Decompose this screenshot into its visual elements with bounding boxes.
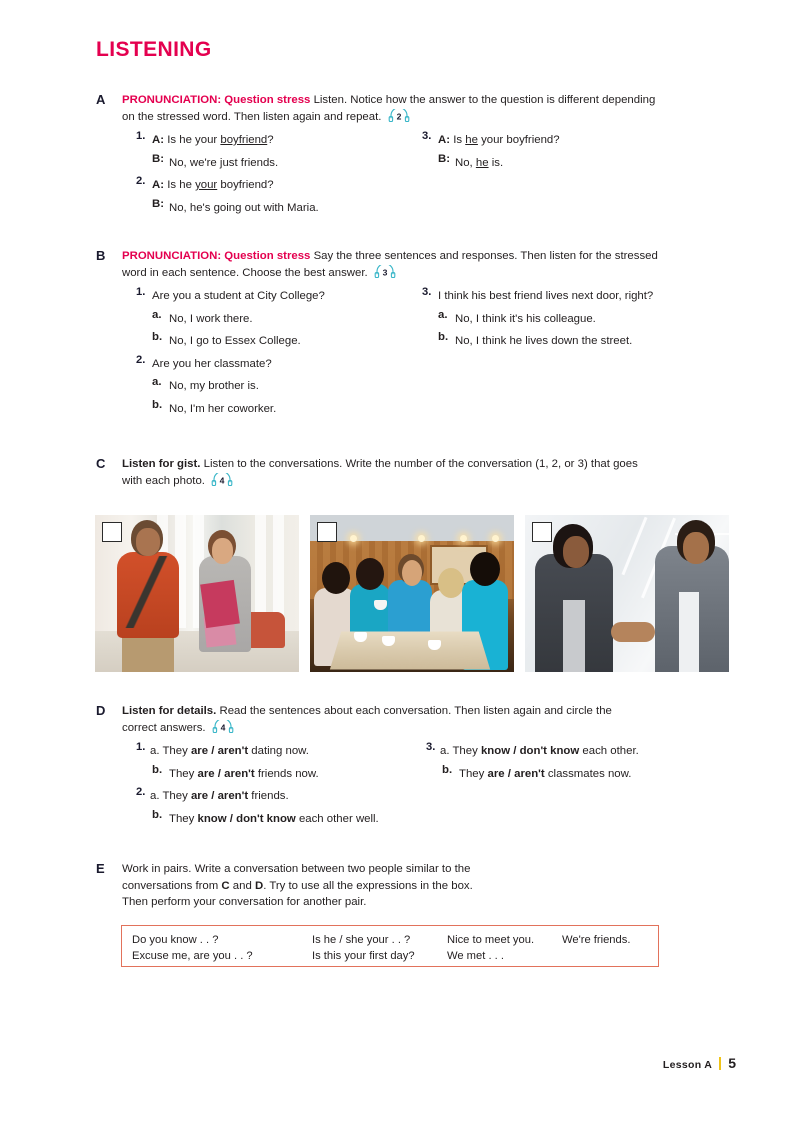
item-number: 1.: [136, 741, 146, 753]
option-label: b.: [152, 763, 163, 776]
option-row[interactable]: [152, 399, 426, 417]
sentence-pre: They: [169, 767, 198, 780]
option-row[interactable]: [152, 376, 426, 394]
sentence-pre: They: [162, 790, 191, 802]
option-label: a.: [440, 745, 450, 757]
expression-item: Nice to meet you.: [447, 934, 535, 946]
sentence-pre: They: [459, 767, 488, 780]
item-number: 3.: [422, 286, 432, 298]
line-text-pre: No,: [455, 156, 476, 169]
audio-track-number: 4: [220, 722, 226, 733]
exercise-d-letter: D: [96, 703, 106, 718]
list-item: [136, 175, 426, 193]
choice-separator: /: [208, 745, 218, 757]
exercise-a-instruction-text: Listen. Notice how the answer to the question is different depending on the stressed word. Then listen again and repeat.: [122, 94, 656, 123]
stressed-word: he: [465, 134, 478, 146]
list-item: [422, 130, 722, 148]
exercise-a: [96, 92, 706, 222]
sentence-post: friends now.: [254, 767, 319, 780]
exercise-c-kicker: Listen for gist.: [122, 458, 201, 470]
line-2-post: . Try to use all the expressions in the box.: [263, 879, 473, 892]
headphones-icon[interactable]: [212, 720, 234, 733]
exercise-c-letter: C: [96, 456, 106, 471]
line-text-pre: Is he: [167, 179, 196, 191]
choice-option-2[interactable]: don't know: [519, 745, 580, 757]
headphones-icon[interactable]: [388, 109, 410, 122]
option-label: a.: [438, 308, 448, 321]
expression-item: Do you know . . ?: [132, 934, 219, 946]
item-number: 1.: [136, 130, 146, 142]
exercise-a-letter: A: [96, 92, 106, 107]
exercise-e-letter: E: [96, 861, 105, 876]
exercise-a-column-right: [422, 130, 722, 175]
option-row: [152, 809, 426, 827]
option-text: No, my brother is.: [169, 380, 259, 392]
photo-answer-checkbox-1[interactable]: [102, 522, 122, 542]
choice-separator: /: [214, 767, 225, 780]
question-text: Are you her classmate?: [152, 357, 272, 370]
exercise-e-line-1: Work in pairs. Write a conversation between two people similar to the: [122, 863, 471, 875]
choice-option-1[interactable]: are: [190, 745, 209, 757]
list-item: [136, 354, 426, 372]
line-text-pre: Is he your: [167, 134, 221, 146]
expressions-box: [121, 925, 659, 967]
choice-option-2[interactable]: don't know: [236, 812, 296, 825]
audio-track-number: 4: [219, 475, 225, 486]
line-text-pre: No, he's going out with Maria.: [169, 201, 319, 214]
page-footer: [663, 1055, 736, 1071]
exercise-a-kicker: PRONUNCIATION: Question stress: [122, 94, 311, 106]
choice-separator: /: [504, 767, 515, 780]
exercise-d-instruction: [122, 703, 622, 736]
exercise-e-instruction: [122, 861, 642, 911]
headphones-icon[interactable]: [374, 265, 396, 278]
line-text-post: your boyfriend?: [477, 134, 560, 146]
option-label: a.: [150, 790, 160, 802]
line-2-pre: conversations from: [122, 879, 222, 892]
exercise-a-column-left: [136, 130, 426, 220]
list-item: [426, 741, 746, 759]
option-text: No, I think he lives down the street.: [455, 335, 633, 347]
sentence-post: dating now.: [248, 745, 309, 757]
sentence-post: friends.: [248, 790, 289, 802]
list-item: [136, 286, 426, 304]
item-number: 2.: [136, 353, 146, 366]
photo-answer-checkbox-2[interactable]: [317, 522, 337, 542]
expression-item: Is he / she your . . ?: [312, 934, 411, 946]
expression-item: Is this your first day?: [312, 950, 415, 962]
stressed-word: your: [195, 179, 218, 191]
item-number: 3.: [426, 741, 436, 753]
list-item: [438, 153, 722, 171]
list-item: [136, 741, 426, 759]
speaker-label: A:: [152, 134, 165, 146]
choice-option-1[interactable]: know: [197, 812, 227, 825]
choice-separator: /: [208, 790, 218, 802]
option-row: [152, 764, 426, 782]
exercise-d: [96, 703, 716, 841]
exercise-b-instruction: [122, 248, 667, 281]
question-text: I think his best friend lives next door, right?: [438, 290, 654, 302]
option-label: a.: [150, 745, 160, 757]
expression-item: Excuse me, are you . . ?: [132, 950, 253, 962]
choice-option-1[interactable]: know: [480, 745, 511, 757]
expression-item: We met . . .: [447, 950, 504, 962]
photo-friends-cafe: [310, 515, 514, 672]
option-label: b.: [438, 331, 449, 343]
speaker-label: B:: [438, 152, 451, 165]
page-title: LISTENING: [96, 38, 212, 61]
exercise-b-instruction-text: Say the three sentences and responses. Then listen for the stressed word in each sentence. Choose the best answer.: [122, 250, 658, 279]
choice-option-2[interactable]: aren't: [217, 745, 249, 757]
exercise-d-instruction-text: Read the sentences about each conversation. Then listen again and circle the correct answers.: [122, 705, 612, 734]
question-text: Are you a student at City College?: [152, 290, 325, 302]
sentence-post: classmates now.: [544, 767, 632, 780]
exercise-e-line-2: [122, 878, 642, 895]
line-text-post: is.: [488, 156, 504, 169]
line-text-post: ?: [267, 134, 274, 146]
choice-option-2[interactable]: aren't: [217, 790, 249, 802]
speaker-label: A:: [438, 134, 451, 146]
sentence-pre: They: [169, 812, 198, 825]
option-label: a.: [152, 376, 162, 388]
list-item: [136, 130, 426, 148]
option-row[interactable]: [438, 331, 742, 349]
option-row[interactable]: [152, 309, 426, 327]
sentence-post: each other.: [579, 745, 639, 757]
stressed-word: boyfriend: [220, 134, 268, 146]
line-text-post: boyfriend?: [217, 179, 274, 191]
list-item: [152, 153, 426, 171]
exercise-c: [96, 456, 706, 489]
stressed-word: he: [475, 156, 489, 169]
exercise-b-kicker: PRONUNCIATION: Question stress: [122, 250, 311, 262]
sentence-pre: They: [162, 745, 191, 757]
option-text: No, I go to Essex College.: [169, 335, 301, 347]
choice-option-1[interactable]: are: [190, 790, 209, 802]
footer-lesson-label: Lesson A: [662, 1059, 713, 1071]
choice-separator: /: [226, 812, 237, 825]
exercise-d-kicker: Listen for details.: [122, 705, 217, 717]
item-number: 2.: [136, 786, 146, 798]
item-number: 2.: [136, 175, 146, 187]
speaker-label: A:: [152, 179, 165, 191]
option-label: b.: [152, 808, 163, 821]
choice-option-2[interactable]: aren't: [514, 767, 545, 780]
option-text: No, I think it's his colleague.: [455, 312, 596, 325]
choice-option-2[interactable]: aren't: [224, 767, 255, 780]
item-number: 3.: [422, 130, 432, 142]
option-row: [442, 764, 746, 782]
expression-item: We're friends.: [562, 934, 631, 946]
footer-page-number: 5: [728, 1055, 736, 1071]
sentence-post: each other well.: [295, 812, 379, 825]
option-label: b.: [442, 763, 453, 776]
line-text-pre: No, we're just friends.: [169, 156, 279, 169]
line-2-mid: and: [229, 879, 255, 892]
exercise-d-column-left: [136, 741, 426, 831]
sentence-pre: They: [452, 745, 481, 757]
list-item: [152, 198, 426, 216]
exercise-e-line-3: Then perform your conversation for another pair.: [122, 896, 367, 908]
option-text: No, I'm her coworker.: [169, 402, 277, 415]
option-label: b.: [152, 331, 163, 343]
headphones-icon[interactable]: [211, 473, 233, 486]
photo-students-hallway: [95, 515, 299, 672]
exercise-b: [96, 248, 716, 426]
photo-business-handshake: [525, 515, 729, 672]
exercise-e: [96, 861, 716, 911]
exercise-b-column-right: [422, 286, 742, 354]
exercise-c-instruction-text: Listen to the conversations. Write the number of the conversation (1, 2, or 3) that goes with each photo.: [122, 458, 638, 487]
exercise-d-column-right: [426, 741, 746, 786]
choice-separator: /: [510, 745, 520, 757]
exercise-a-instruction: [122, 92, 667, 125]
ref-exercise-d: D: [254, 879, 264, 892]
speaker-label: B:: [152, 152, 165, 165]
option-label: b.: [152, 398, 163, 411]
exercise-b-column-left: [136, 286, 426, 421]
option-label: a.: [152, 308, 162, 321]
option-text: No, I work there.: [169, 312, 253, 325]
choice-option-1[interactable]: are: [197, 767, 215, 780]
audio-track-number: 2: [396, 111, 401, 122]
exercise-c-instruction: [122, 456, 652, 489]
list-item: [136, 786, 426, 804]
photo-answer-checkbox-3[interactable]: [532, 522, 552, 542]
line-text-pre: Is: [453, 134, 466, 146]
audio-track-number: 3: [382, 267, 388, 278]
choice-option-1[interactable]: are: [487, 767, 505, 780]
exercise-b-letter: B: [96, 248, 106, 263]
option-row[interactable]: [152, 331, 426, 349]
ref-exercise-c: C: [221, 879, 230, 892]
item-number: 1.: [136, 286, 146, 298]
speaker-label: B:: [152, 197, 165, 210]
option-row[interactable]: [438, 309, 742, 327]
list-item: [422, 286, 742, 304]
footer-divider: [719, 1057, 721, 1070]
